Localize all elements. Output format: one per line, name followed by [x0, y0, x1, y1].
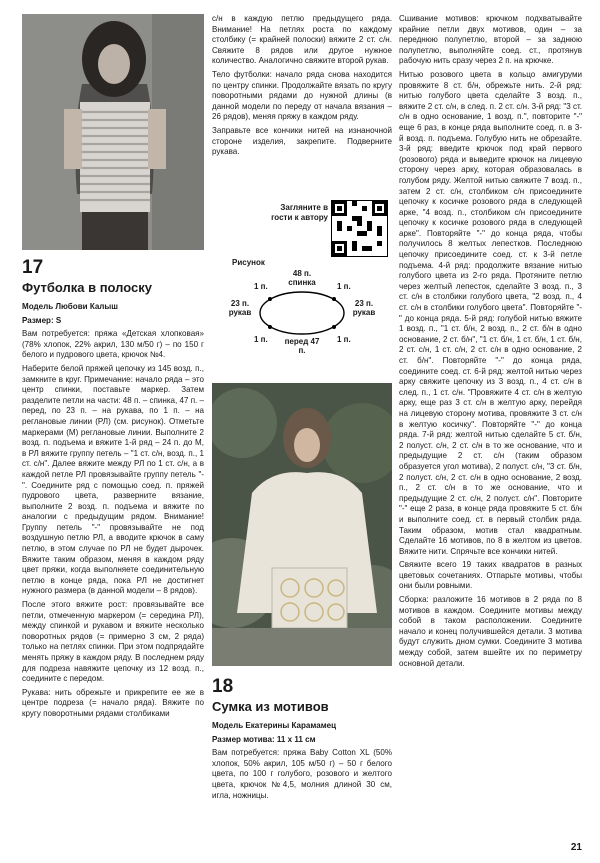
- article-17-paragraph: После этого вяжите рост: провязывайте все петли, отмеченную маркером (= середина РЛ), между спинкой и рукавом и вяжите несколько поворотных рядов (= примерно 3 см, 2 ряда) только на петлях спинки. При этом подпрядайте менять пряжу в каждом ряду. В последнем ряду для подреза навяжите цепочку из 12 возд. п., соедините с передом.: [22, 600, 204, 684]
- diagram-back-label: 48 п. спинка: [288, 269, 316, 287]
- col3-paragraph: Сшивание мотивов: крючком подхватывайте крайние петли двух мотивов, один – за переднюю полупетлю, второй – за заднюю полупетлю, выполняйте соед. ст., протянув рабочую нить сразу через 2 п. на крючке.: [399, 14, 582, 66]
- column-3: [399, 14, 582, 669]
- diagram-rl-label: 1 п.: [337, 282, 351, 291]
- col3-paragraph: Сборка: разложите 16 мотивов в 2 ряда по 8 мотивов в каждом. Соедините мотивы между собой в таком расположении. Соедините начало и конец получившейся детали. 3 мотива будут служить дном сумки. Соедините 3 мотива между собой, затем вшейте их по периметру основной детали.: [399, 595, 582, 668]
- article-18-size: Размер мотива: 11 х 11 см: [212, 734, 316, 744]
- article-17-size: Размер: S: [22, 315, 62, 325]
- qr-code[interactable]: [331, 200, 388, 257]
- article-18-model: Модель Екатерины Карамамец: [212, 721, 337, 730]
- article-17-paragraph: Наберите белой пряжей цепочку из 145 возд. п., замкните в круг. Примечание: начало ряда – это центр спинки, поставьте маркер. Затем разделите петли на части: 48 п. – спинка, 47 п. – перед, по 23 п. – на рукава, по 1 п. – на реглановые линии (РЛ) (см. рисунок). Отметьте маркерами (М) реглановые линии. Выполните 2 возд. п. подъема и вяжите 1-й ряд – 24 п. до М, в РЛ вяжите группу петель – "1 ст. с/н, возд. п., 1 ст. с/н". Далее вяжите между РЛ по 1 ст. с/н, а в каждой петле РЛ провязывайте группу петель "-". Соедините ряд с помощью соед. п. пряжей пудрового цвета, разверните вязание, выполните 2 возд. п. подъема и вяжите по аналогии с предыдущим рядом. Внимание! Группу петель "-" провязывайте не под воздушную петлю РЛ, а вводите крючок в саму петлю, в этом случае по РЛ не будет дырочек. Вяжите таким образом, меняя в каждом ряду цвет пряжи, когда выполняете соединительную петлю в конце ряда, пока РЛ не достигнет нужного размера (в данной модели – 8 рядов).: [22, 363, 204, 596]
- photo-striped-tshirt-model: [22, 14, 204, 250]
- article-17-number: 17: [22, 257, 44, 278]
- col3-paragraph: Нитью розового цвета в кольцо амигуруми провяжите 8 ст. б/н, обрежьте нить. 2-й ряд: нитью голубого цвета сделайте 3 возд. п., вяжите 2 ст. с/н, в след. п. 2 ст. с/н. 3-й ряд: "3 ст. с/н в одно основание, 1 возд. п.", повторите "-" еще 6 раз, в конце ряда выполните соед. п. в 3-й возд. п. подъема. Голубую нить не обрезайте. 3-й ряд: введите крючок под край первого (розового) ряда и выведите крючок на лицевую сторону через арку, которая образовалась в голубом ряду. Желтой нитью свяжите 7 возд. п., затем 2 ст. с/н, столбиком с/н присоедините цепочку к косичке розового ряда в следующей арке, "4 возд. п., столбиком с/н присоедините цепочку к косичке розового ряда в следующей арке". Повторяйте "-" до конца ряда, чтобы получилось 8 желтых лепестков. Последнюю цепочку присоедините соед. ст. к 3-й петле подъема. 4-й ряд: продолжите вязание нитью голубого цвета из 2-го ряда. Протяните петлю через желтый лепесток, сделайте 3 возд. п., 3 ст. с/н в столбики голубого цвета, "2 возд. п., 4 ст. с/н в столбики голубого цвета". Повторяйте "-" до конца ряда. 5-й ряд: голубой нитью вяжите 1 возд. п., "1 ст. б/н, 2 возд. п., 2 ст. б/н в одно основание, 2 ст. б/н", "1 ст. б/н, 1 ст. б/н, 1 ст. б/н, 2 ст. с/н, 1 ст. с/н, 2 ст. с/н в одно основание, 2 ст. б/н". Повторяйте "-" до конца ряда, соедините соед. ст. 6-й ряд: желтой нитью через арку свяжите цепочку из 3 возд. п., 4 ст. с/н в след. п., 1 ст. с/н. "Провяжите 4 ст. с/н в желтую арку, еще раз 3 ст. с/н в желтую арку, перейдя на лицевую сторону мотива, провяжите 3 ст. с/н в желтую косичку". Повторяйте "-" до конца ряда. 7-й ряд: желтой нитью сделайте 5 ст. б/н, 2 полуст. с/н, 2 ст. с/н в то же основание, что и предыдущие 2 ст. с/н (таким образом образуется угол мотива), 2 полуст. с/н, "3 ст. б/н, 2 полуст. с/н, 2 ст. с/н в одно основание, 2 возд. п., 2 ст. с/н в то же основание, что и предыдущие 2 ст. с/н, 2 полуст. с/н". Повторите "-" еще 2 раза, в конце ряда провяжите 5 ст. б/н и выполните соед. ст. в первый столбик ряда. Таким образом, мотив стал квадратным. Сделайте 16 мотивов, по 8 в желтом из цветов. Вяжите нити. Спрячьте все кончики нитей.: [399, 69, 583, 556]
- diagram-rl-label: 1 п.: [254, 335, 268, 344]
- page-number: 21: [570, 842, 582, 853]
- article-17-cont-paragraph: Заправьте все кончики нитей на изнаночной стороне изделия, закрепите. Подверните рукава.: [212, 125, 392, 157]
- article-18-title: Сумка из мотивов: [212, 699, 329, 714]
- article-17-cont-paragraph: с/н в каждую петлю предыдущего ряда. Внимание! На петлях роста по каждому столбику (= крайней полоски) вяжите 2 ст. с/н. Свяжите 8 рядов или другое нужное количество. Аналогично свяжите второй рукав.: [212, 14, 392, 66]
- photo-motif-bag-model: [212, 383, 392, 666]
- article-18: [212, 677, 392, 801]
- raglan-diagram: [212, 255, 392, 375]
- diagram-rl-label: 1 п.: [337, 335, 351, 344]
- column-1: [22, 258, 204, 720]
- column-2: [212, 14, 392, 158]
- col3-paragraph: Свяжите всего 19 таких квадратов в разных цветовых сочетаниях. Отпарьте мотивы, чтобы они были ровными.: [399, 560, 582, 591]
- article-18-number: 18: [212, 676, 234, 697]
- diagram-sleeve-left-label: 23 п. рукав: [228, 299, 252, 317]
- article-17-paragraph: Вам потребуется: пряжа «Детская хлопковая» (78% хлопок, 22% акрил, 130 м/50 г) – по 150 г белого и пудрового цвета, крючок №4.: [22, 329, 204, 360]
- article-17-cont-paragraph: Тело футболки: начало ряда снова находится по центру спинки. Продолжайте вязать по кругу поворотными рядами до нужной длины (в данной модели по переду от начала вязания – 26 рядов), меняя пряжу в каждом ряду.: [212, 69, 392, 122]
- diagram-rl-label: 1 п.: [254, 282, 268, 291]
- article-17-paragraph: Рукава: нить обрежьте и прикрепите ее же в центре подреза (= начало ряда). Вяжите по кругу поворотными рядами столбиками: [22, 687, 204, 718]
- diagram-title: Рисунок: [232, 258, 265, 267]
- article-17-title: Футболка в полоску: [22, 280, 152, 295]
- article-17-model: Модель Любови Калыш: [22, 302, 118, 311]
- diagram-sleeve-right-label: 23 п. рукав: [352, 299, 376, 317]
- diagram-front-label: перед 47 п.: [284, 337, 320, 355]
- article-18-materials: Вам потребуется: пряжа Baby Cotton XL (50% хлопок, 50% акрил, 105 м/50 г) – 50 г белого цвета, по 100 г голубого, розового и желтого цвета, крючок №4,5, молния длиной 30 см, игла, ножницы.: [212, 748, 392, 800]
- qr-caption: Загляните в гости к автору: [271, 203, 328, 222]
